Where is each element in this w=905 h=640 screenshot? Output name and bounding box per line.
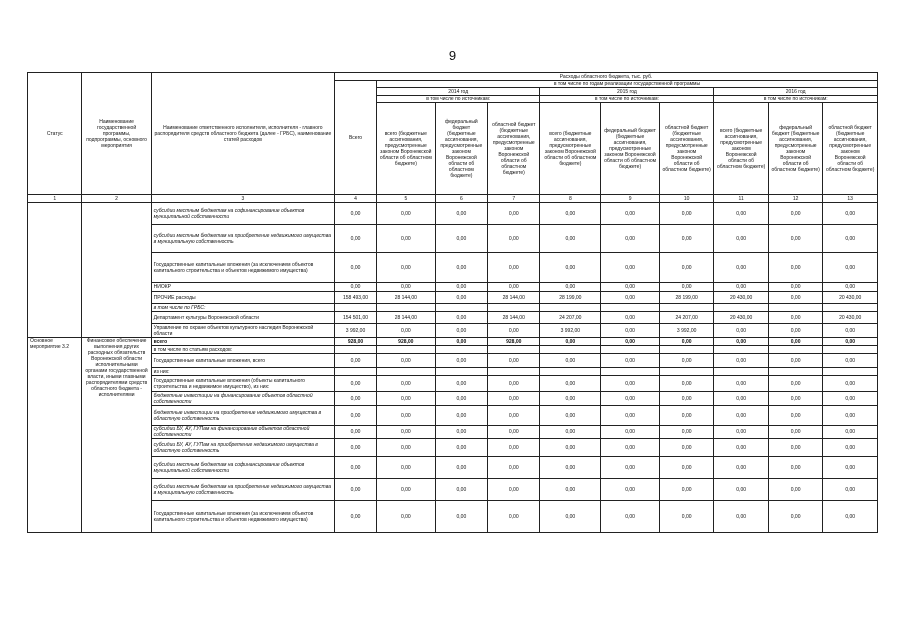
header-col-federal: федеральный бюджет (бюджетные ассигнования, предусмотренные законом Воронежской области об областном бюджете) — [768, 103, 822, 195]
value-cell: 0,00 — [823, 479, 878, 501]
value-cell: 0,00 — [540, 457, 601, 479]
value-cell: 0,00 — [435, 283, 487, 292]
value-cell — [540, 368, 601, 376]
value-cell: 0,00 — [540, 392, 601, 406]
empty-program-cell — [82, 203, 151, 338]
value-cell: 0,00 — [768, 406, 822, 426]
value-cell: 0,00 — [659, 203, 713, 225]
value-cell: 0,00 — [601, 376, 660, 392]
value-cell: 928,00 — [376, 338, 435, 346]
value-cell: 0,00 — [540, 203, 601, 225]
row-label: всего — [151, 338, 334, 346]
value-cell: 0,00 — [823, 457, 878, 479]
table-row — [28, 376, 878, 392]
value-cell: 0,00 — [659, 283, 713, 292]
value-cell: 0,00 — [488, 392, 540, 406]
value-cell: 0,00 — [714, 457, 768, 479]
value-cell: 24 207,00 — [659, 312, 713, 324]
table-row — [28, 253, 878, 283]
budget-table — [27, 72, 878, 533]
row-label: бюджетные инвестиции на приобретение недвижимого имущества в областную собственность — [151, 406, 334, 426]
value-cell: 0,00 — [714, 354, 768, 368]
value-cell: 0,00 — [488, 406, 540, 426]
value-cell: 0,00 — [714, 426, 768, 439]
value-cell: 0,00 — [335, 426, 377, 439]
value-cell — [714, 368, 768, 376]
value-cell: 0,00 — [601, 439, 660, 457]
row-label: субсидии БУ, АУ, ГУПам на финансирование объектов областной собственности — [151, 426, 334, 439]
value-cell: 0,00 — [823, 354, 878, 368]
value-cell: 0,00 — [376, 225, 435, 253]
value-cell: 0,00 — [488, 457, 540, 479]
value-cell: 0,00 — [488, 283, 540, 292]
value-cell: 0,00 — [540, 426, 601, 439]
value-cell: 0,00 — [714, 392, 768, 406]
column-number: 8 — [540, 195, 601, 203]
value-cell: 0,00 — [435, 406, 487, 426]
value-cell — [601, 346, 660, 354]
header-incl-sources: в том числе по источникам: — [714, 96, 878, 103]
value-cell: 0,00 — [768, 376, 822, 392]
value-cell: 0,00 — [823, 283, 878, 292]
value-cell: 0,00 — [659, 439, 713, 457]
value-cell: 24 207,00 — [540, 312, 601, 324]
value-cell: 0,00 — [601, 457, 660, 479]
value-cell: 0,00 — [659, 225, 713, 253]
value-cell: 0,00 — [335, 457, 377, 479]
value-cell: 0,00 — [540, 501, 601, 533]
value-cell: 0,00 — [768, 457, 822, 479]
row-label: бюджетные инвестиции на финансирование объектов областной собственности — [151, 392, 334, 406]
column-number: 10 — [659, 195, 713, 203]
value-cell: 0,00 — [768, 203, 822, 225]
value-cell: 0,00 — [823, 225, 878, 253]
page-number: 9 — [448, 48, 457, 63]
value-cell: 0,00 — [488, 439, 540, 457]
value-cell — [823, 346, 878, 354]
value-cell — [376, 346, 435, 354]
value-cell — [435, 304, 487, 312]
value-cell: 28 199,00 — [540, 292, 601, 304]
table-row — [28, 479, 878, 501]
value-cell: 0,00 — [488, 324, 540, 338]
header-year-2016: 2016 год — [714, 88, 878, 96]
value-cell: 0,00 — [768, 324, 822, 338]
value-cell: 0,00 — [376, 479, 435, 501]
table-row — [28, 426, 878, 439]
table-row — [28, 439, 878, 457]
value-cell: 0,00 — [823, 406, 878, 426]
row-label: субсидии местным бюджетам на софинансирование объектов муниципальной собственности — [151, 457, 334, 479]
measure-status: Основное мероприятие 3.2 — [28, 338, 82, 533]
table-row — [28, 225, 878, 253]
value-cell: 0,00 — [768, 312, 822, 324]
value-cell: 0,00 — [435, 292, 487, 304]
table-row — [28, 312, 878, 324]
header-col-total: всего (бюджетные ассигнования, предусмотренные законом Воронежской области об областном бюджете) — [714, 103, 768, 195]
value-cell: 28 144,00 — [488, 292, 540, 304]
column-number: 11 — [714, 195, 768, 203]
value-cell: 0,00 — [659, 376, 713, 392]
header-col-regional: областной бюджет (бюджетные ассигнования, предусмотренные законом Воронежской области об областном бюджете) — [488, 103, 540, 195]
value-cell: 0,00 — [714, 338, 768, 346]
table-row — [28, 368, 878, 376]
row-label: субсидии местным бюджетам на приобретение недвижимого имущества в муниципальную собственность — [151, 225, 334, 253]
empty-status-cell — [28, 203, 82, 338]
value-cell: 0,00 — [335, 225, 377, 253]
value-cell: 0,00 — [768, 253, 822, 283]
value-cell — [768, 368, 822, 376]
value-cell: 0,00 — [601, 354, 660, 368]
value-cell — [488, 304, 540, 312]
value-cell: 0,00 — [823, 376, 878, 392]
value-cell — [768, 304, 822, 312]
value-cell: 0,00 — [335, 203, 377, 225]
value-cell — [376, 368, 435, 376]
value-cell: 0,00 — [768, 439, 822, 457]
value-cell: 0,00 — [435, 392, 487, 406]
value-cell — [335, 346, 377, 354]
header-col-regional: областной бюджет (бюджетные ассигнования, предусмотренные законом Воронежской области об областном бюджете) — [823, 103, 878, 195]
value-cell: 0,00 — [335, 479, 377, 501]
row-label: Государственные капитальные вложения (за исключением объектов капитального строительства и объектов недвижимого имущества) — [151, 253, 334, 283]
value-cell: 0,00 — [823, 439, 878, 457]
value-cell: 0,00 — [335, 376, 377, 392]
value-cell: 0,00 — [376, 439, 435, 457]
value-cell: 0,00 — [488, 253, 540, 283]
value-cell — [488, 346, 540, 354]
value-cell: 0,00 — [601, 479, 660, 501]
table-row — [28, 346, 878, 354]
value-cell: 0,00 — [435, 225, 487, 253]
value-cell — [376, 304, 435, 312]
table-row — [28, 292, 878, 304]
value-cell: 928,00 — [488, 338, 540, 346]
table-row — [28, 354, 878, 368]
value-cell — [488, 368, 540, 376]
column-number: 6 — [435, 195, 487, 203]
value-cell: 0,00 — [823, 203, 878, 225]
row-label: Департамент культуры Воронежской области — [151, 312, 334, 324]
value-cell: 0,00 — [376, 203, 435, 225]
value-cell: 0,00 — [768, 479, 822, 501]
value-cell: 0,00 — [601, 225, 660, 253]
value-cell: 0,00 — [435, 439, 487, 457]
value-cell: 0,00 — [714, 479, 768, 501]
value-cell: 0,00 — [659, 253, 713, 283]
value-cell: 0,00 — [335, 392, 377, 406]
value-cell: 0,00 — [659, 479, 713, 501]
value-cell: 3 992,00 — [659, 324, 713, 338]
value-cell: 0,00 — [540, 376, 601, 392]
table-row — [28, 406, 878, 426]
value-cell: 0,00 — [601, 426, 660, 439]
value-cell: 0,00 — [435, 426, 487, 439]
value-cell — [335, 304, 377, 312]
value-cell: 0,00 — [435, 501, 487, 533]
value-cell: 28 144,00 — [376, 292, 435, 304]
value-cell — [335, 368, 377, 376]
value-cell: 0,00 — [823, 338, 878, 346]
value-cell: 0,00 — [540, 283, 601, 292]
value-cell: 0,00 — [714, 324, 768, 338]
header-total: Всего — [335, 81, 377, 195]
header-by-years: в том числе по годам реализации государственной программы — [376, 81, 877, 88]
value-cell: 3 992,00 — [540, 324, 601, 338]
row-label: субсидии местным бюджетам на софинансирование объектов муниципальной собственности — [151, 203, 334, 225]
value-cell: 0,00 — [435, 376, 487, 392]
value-cell: 0,00 — [376, 406, 435, 426]
value-cell: 28 144,00 — [376, 312, 435, 324]
row-label: Управление по охране объектов культурного наследия Воронежской области — [151, 324, 334, 338]
value-cell: 0,00 — [435, 338, 487, 346]
header-year-2015: 2015 год — [540, 88, 714, 96]
header-col-total: всего (бюджетные ассигнования, предусмотренные законом Воронежской области об областном бюджете) — [540, 103, 601, 195]
header-expenses: Расходы областного бюджета, тыс. руб. — [335, 73, 878, 81]
value-cell: 0,00 — [714, 439, 768, 457]
value-cell: 0,00 — [601, 292, 660, 304]
value-cell: 0,00 — [823, 426, 878, 439]
value-cell: 28 144,00 — [488, 312, 540, 324]
value-cell: 0,00 — [335, 406, 377, 426]
value-cell: 0,00 — [768, 225, 822, 253]
value-cell — [601, 304, 660, 312]
value-cell: 0,00 — [601, 324, 660, 338]
value-cell: 0,00 — [435, 312, 487, 324]
row-label: из них: — [151, 368, 334, 376]
value-cell: 0,00 — [435, 457, 487, 479]
value-cell: 0,00 — [488, 203, 540, 225]
value-cell: 0,00 — [376, 253, 435, 283]
value-cell: 0,00 — [376, 457, 435, 479]
value-cell: 28 199,00 — [659, 292, 713, 304]
value-cell: 0,00 — [823, 501, 878, 533]
column-number: 3 — [151, 195, 334, 203]
row-label: Государственные капитальные вложения, всего — [151, 354, 334, 368]
table-row — [28, 501, 878, 533]
value-cell — [540, 304, 601, 312]
value-cell: 0,00 — [714, 283, 768, 292]
row-label: в том числе по статьям расходов: — [151, 346, 334, 354]
table-row — [28, 283, 878, 292]
value-cell — [601, 368, 660, 376]
value-cell: 0,00 — [435, 253, 487, 283]
column-number: 4 — [335, 195, 377, 203]
value-cell: 0,00 — [488, 354, 540, 368]
value-cell: 0,00 — [601, 312, 660, 324]
table-row — [28, 324, 878, 338]
value-cell: 0,00 — [601, 338, 660, 346]
value-cell: 0,00 — [768, 338, 822, 346]
row-label: Государственные капитальные вложения (объекты капитального строительства и недвижимое имущество), из них: — [151, 376, 334, 392]
value-cell: 0,00 — [601, 406, 660, 426]
value-cell: 0,00 — [768, 354, 822, 368]
value-cell: 0,00 — [768, 283, 822, 292]
value-cell: 0,00 — [823, 324, 878, 338]
value-cell: 0,00 — [540, 338, 601, 346]
header-incl-sources: в том числе по источникам: — [376, 96, 539, 103]
value-cell: 0,00 — [335, 439, 377, 457]
value-cell: 0,00 — [540, 225, 601, 253]
value-cell — [659, 304, 713, 312]
value-cell: 0,00 — [714, 253, 768, 283]
header-col-regional: областной бюджет (бюджетные ассигнования, предусмотренные законом Воронежской области об областном бюджете) — [659, 103, 713, 195]
value-cell — [823, 304, 878, 312]
value-cell: 0,00 — [335, 501, 377, 533]
header-executor: Наименование ответственного исполнителя, исполнителя - главного распорядителя средств областного бюджета (далее - ГРБС), наименование статей расходов — [151, 73, 334, 195]
value-cell: 20 430,00 — [823, 292, 878, 304]
value-cell: 0,00 — [659, 426, 713, 439]
value-cell: 0,00 — [488, 225, 540, 253]
value-cell: 0,00 — [540, 406, 601, 426]
row-label: в том числе по ГРБС: — [151, 304, 334, 312]
value-cell: 0,00 — [335, 283, 377, 292]
value-cell: 158 493,00 — [335, 292, 377, 304]
value-cell: 0,00 — [659, 457, 713, 479]
header-col-federal: федеральный бюджет (бюджетные ассигнования, предусмотренные законом Воронежской области об областном бюджете) — [601, 103, 660, 195]
value-cell: 0,00 — [659, 501, 713, 533]
table-row — [28, 304, 878, 312]
column-number: 12 — [768, 195, 822, 203]
value-cell: 0,00 — [376, 392, 435, 406]
value-cell: 0,00 — [659, 406, 713, 426]
row-label: НИОКР — [151, 283, 334, 292]
row-label: субсидии БУ, АУ, ГУПам на приобретение недвижимого имущества в областную собственность — [151, 439, 334, 457]
value-cell: 0,00 — [376, 324, 435, 338]
value-cell: 0,00 — [488, 501, 540, 533]
value-cell — [659, 368, 713, 376]
value-cell: 0,00 — [335, 354, 377, 368]
header-year-2014: 2014 год — [376, 88, 539, 96]
value-cell: 0,00 — [376, 354, 435, 368]
header-status: Статус — [28, 73, 82, 195]
column-number: 5 — [376, 195, 435, 203]
table-row — [28, 338, 878, 346]
value-cell: 0,00 — [823, 392, 878, 406]
value-cell: 0,00 — [768, 426, 822, 439]
value-cell: 0,00 — [540, 253, 601, 283]
value-cell — [714, 304, 768, 312]
value-cell: 0,00 — [335, 253, 377, 283]
header-program: Наименование государственной программы, подпрограммы, основного мероприятия — [82, 73, 151, 195]
column-number: 13 — [823, 195, 878, 203]
value-cell: 154 501,00 — [335, 312, 377, 324]
value-cell: 3 992,00 — [335, 324, 377, 338]
value-cell: 0,00 — [540, 479, 601, 501]
value-cell: 0,00 — [488, 376, 540, 392]
value-cell: 0,00 — [601, 501, 660, 533]
header-col-federal: федеральный бюджет (бюджетные ассигнования, предусмотренные законом Воронежской области об областном бюджете) — [435, 103, 487, 195]
value-cell: 0,00 — [488, 426, 540, 439]
value-cell: 0,00 — [659, 338, 713, 346]
value-cell: 20 430,00 — [714, 312, 768, 324]
value-cell: 0,00 — [540, 439, 601, 457]
value-cell: 928,00 — [335, 338, 377, 346]
row-label: ПРОЧИЕ расходы — [151, 292, 334, 304]
value-cell: 0,00 — [488, 479, 540, 501]
table-row — [28, 457, 878, 479]
value-cell — [714, 346, 768, 354]
value-cell — [823, 368, 878, 376]
value-cell: 0,00 — [768, 292, 822, 304]
header-incl-sources: в том числе по источникам: — [540, 96, 714, 103]
row-label: субсидии местным бюджетам на приобретение недвижимого имущества в муниципальную собственность — [151, 479, 334, 501]
value-cell: 0,00 — [714, 376, 768, 392]
value-cell: 0,00 — [768, 501, 822, 533]
value-cell — [435, 346, 487, 354]
value-cell: 0,00 — [714, 203, 768, 225]
value-cell: 20 430,00 — [714, 292, 768, 304]
value-cell: 0,00 — [601, 203, 660, 225]
value-cell: 0,00 — [376, 283, 435, 292]
column-number: 7 — [488, 195, 540, 203]
value-cell: 0,00 — [601, 392, 660, 406]
value-cell: 0,00 — [435, 324, 487, 338]
column-number: 1 — [28, 195, 82, 203]
value-cell: 0,00 — [823, 253, 878, 283]
value-cell: 0,00 — [376, 376, 435, 392]
value-cell: 0,00 — [376, 426, 435, 439]
value-cell — [659, 346, 713, 354]
value-cell: 0,00 — [714, 406, 768, 426]
row-label: Государственные капитальные вложения (за исключением объектов капитального строительства и объектов недвижимого имущества) — [151, 501, 334, 533]
value-cell: 0,00 — [659, 392, 713, 406]
value-cell: 0,00 — [601, 283, 660, 292]
value-cell: 0,00 — [435, 203, 487, 225]
value-cell: 0,00 — [601, 253, 660, 283]
value-cell — [540, 346, 601, 354]
value-cell: 0,00 — [540, 354, 601, 368]
column-number: 2 — [82, 195, 151, 203]
table-row — [28, 392, 878, 406]
value-cell — [435, 368, 487, 376]
value-cell: 0,00 — [376, 501, 435, 533]
header-col-total: всего (бюджетные ассигнования, предусмотренные законом Воронежской области об областном бюджете) — [376, 103, 435, 195]
value-cell: 0,00 — [435, 479, 487, 501]
value-cell: 20 430,00 — [823, 312, 878, 324]
value-cell: 0,00 — [659, 354, 713, 368]
value-cell: 0,00 — [714, 225, 768, 253]
value-cell: 0,00 — [714, 501, 768, 533]
value-cell: 0,00 — [768, 392, 822, 406]
measure-name: Финансовое обеспечение выполнения других расходных обязательств Воронежской области исполнительными органами государственной власти, иными главными распорядителями средств областного бюджета - исполнителями — [82, 338, 151, 533]
value-cell: 0,00 — [435, 354, 487, 368]
value-cell — [768, 346, 822, 354]
table-row — [28, 203, 878, 225]
column-number: 9 — [601, 195, 660, 203]
